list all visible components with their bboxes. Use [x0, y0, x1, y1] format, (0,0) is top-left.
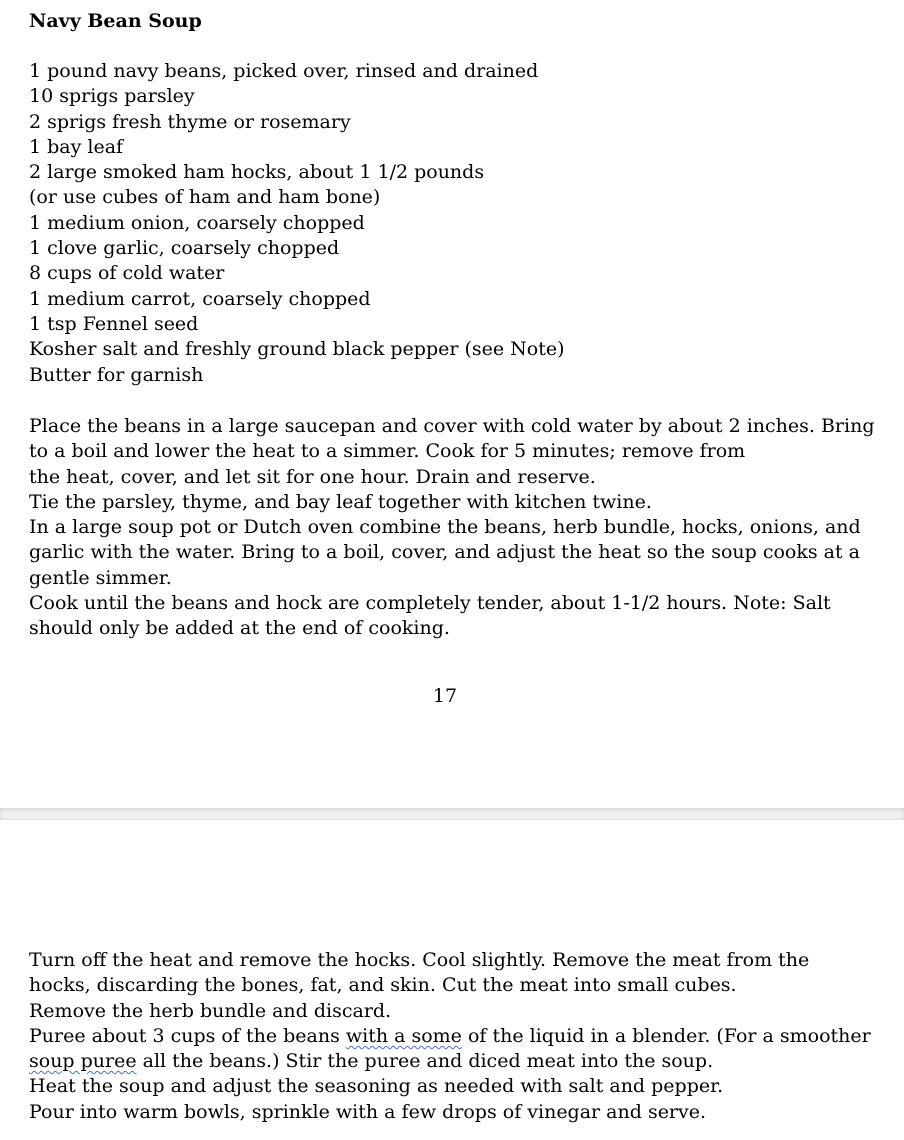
ingredient-line: Kosher salt and freshly ground black pepper (see Note)	[29, 338, 565, 361]
ingredient-line: 8 cups of cold water	[29, 262, 225, 285]
ingredient-line: 1 medium carrot, coarsely chopped	[29, 287, 371, 310]
instruction-line: gentle simmer.	[29, 566, 172, 589]
instruction-line: garlic with the water. Bring to a boil, cover, and adjust the heat so the soup cooks at a	[29, 541, 860, 564]
recipe-title: Navy Bean Soup	[29, 10, 202, 32]
ingredient-line: 1 bay leaf	[29, 135, 124, 158]
instruction-line: Heat the soup and adjust the seasoning as needed with salt and pepper.	[29, 1075, 724, 1098]
instruction-line: should only be added at the end of cooking.	[29, 617, 450, 640]
spellcheck-flagged-phrase[interactable]: with a some	[345, 1024, 462, 1047]
instruction-line: hocks, discarding the bones, fat, and skin. Cut the meat into small cubes.	[29, 974, 737, 997]
instruction-line: the heat, cover, and let sit for one hour. Drain and reserve.	[29, 465, 596, 488]
instructions-part-1	[29, 414, 875, 642]
ingredients-list	[29, 59, 565, 388]
instruction-text: Puree about 3 cups of the beans	[29, 1024, 346, 1047]
ingredient-line: 2 sprigs fresh thyme or rosemary	[29, 110, 351, 133]
instruction-line: In a large soup pot or Dutch oven combine the beans, herb bundle, hocks, onions, and	[29, 516, 861, 539]
instructions-part-2	[29, 948, 871, 1125]
instruction-line: to a boil and lower the heat to a simmer. Cook for 5 minutes; remove from	[29, 440, 746, 463]
ingredient-line: 1 medium onion, coarsely chopped	[29, 211, 365, 234]
ingredient-line: Butter for garnish	[29, 363, 204, 386]
instruction-line: Pour into warm bowls, sprinkle with a few drops of vinegar and serve.	[29, 1100, 707, 1123]
instruction-line	[29, 1024, 871, 1049]
page-break	[0, 808, 904, 820]
spellcheck-flagged-phrase[interactable]: soup puree	[29, 1050, 137, 1073]
ingredient-line: 10 sprigs parsley	[29, 85, 195, 108]
instruction-line: Place the beans in a large saucepan and cover with cold water by about 2 inches. Bring	[29, 415, 875, 437]
instruction-line: Tie the parsley, thyme, and bay leaf together with kitchen twine.	[29, 490, 652, 513]
instruction-text: of the liquid in a blender. (For a smoother	[461, 1024, 871, 1047]
ingredient-line: 1 pound navy beans, picked over, rinsed and drained	[29, 60, 539, 82]
instruction-line: Turn off the heat and remove the hocks. Cool slightly. Remove the meat from the	[29, 949, 810, 971]
instruction-line: Cook until the beans and hock are completely tender, about 1-1/2 hours. Note: Salt	[29, 592, 831, 615]
page-number: 17	[432, 685, 458, 707]
ingredient-line: (or use cubes of ham and ham bone)	[29, 186, 381, 209]
ingredient-line: 2 large smoked ham hocks, about 1 1/2 pounds	[29, 161, 485, 184]
instruction-line	[29, 1049, 871, 1074]
ingredient-line: 1 tsp Fennel seed	[29, 312, 199, 335]
instruction-text: all the beans.) Stir the puree and diced meat into the soup.	[136, 1050, 714, 1073]
ingredient-line: 1 clove garlic, coarsely chopped	[29, 237, 340, 260]
instruction-line: Remove the herb bundle and discard.	[29, 999, 392, 1022]
